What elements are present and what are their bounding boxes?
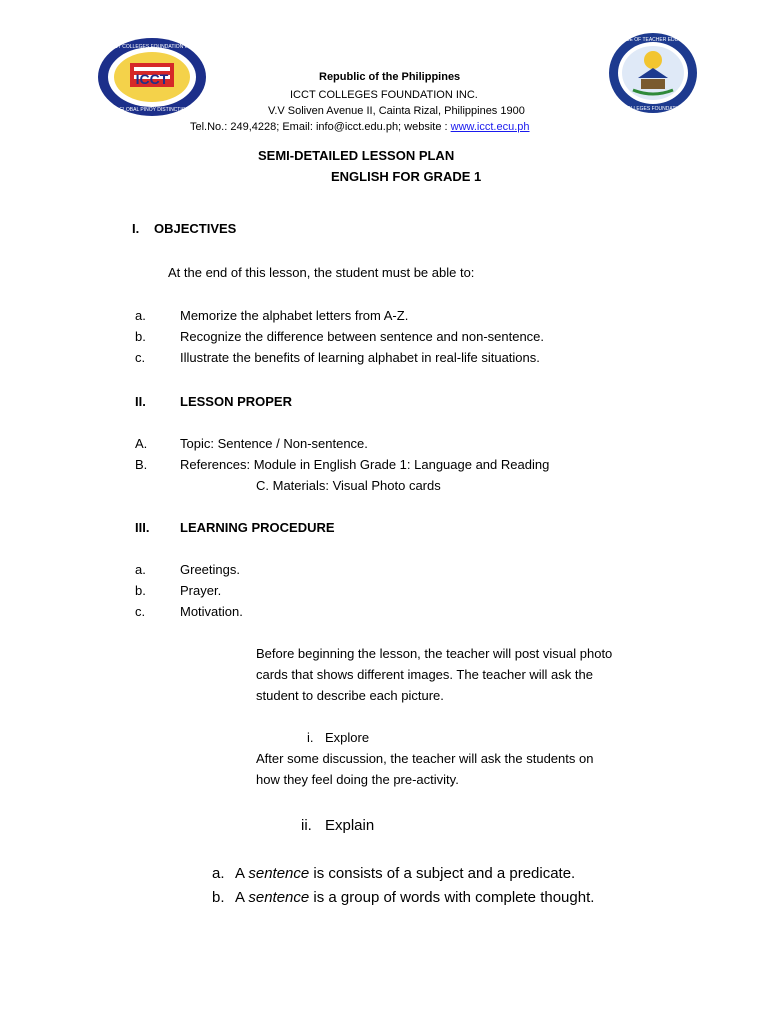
list-item: Recognize the difference between sentence and non-sentence.: [180, 329, 545, 344]
header-institution: ICCT COLLEGES FOUNDATION INC.: [290, 89, 478, 101]
doc-title: SEMI-DETAILED LESSON PLAN: [258, 148, 455, 163]
svg-text:A GLOBAL PINOY DISTINCTION: A GLOBAL PINOY DISTINCTION: [114, 107, 190, 113]
explain-item-post: is consists of a subject and a predicate.: [309, 865, 576, 882]
explain-item: [235, 865, 575, 882]
explore-num: i.: [307, 730, 314, 745]
materials-item: C. Materials: Visual Photo cards: [256, 478, 441, 493]
explain-heading: Explain: [325, 817, 375, 834]
svg-text:ICCT COLLEGES FOUNDATION INC.: ICCT COLLEGES FOUNDATION INC.: [610, 106, 696, 112]
list-label: A.: [135, 436, 148, 451]
header-contact: [190, 121, 530, 133]
list-item: Memorize the alphabet letters from A-Z.: [180, 308, 409, 323]
explain-item-emphasis: sentence: [248, 889, 310, 906]
list-label: B.: [135, 457, 148, 472]
objectives-num: I.: [132, 221, 140, 236]
list-item: Prayer.: [180, 583, 222, 598]
lesson-proper-num: II.: [135, 394, 146, 409]
procedure-num: III.: [135, 520, 150, 535]
motivation-paragraph-line: Before beginning the lesson, the teacher will post visual photo: [256, 646, 613, 661]
header-republic: Republic of the Philippines: [319, 71, 461, 83]
lesson-proper-heading: LESSON PROPER: [180, 394, 292, 409]
objectives-intro: At the end of this lesson, the student must be able to:: [168, 265, 475, 280]
explore-paragraph-line: how they feel doing the pre-activity.: [256, 772, 459, 787]
list-item: Motivation.: [180, 604, 243, 619]
icct-logo: [97, 37, 207, 117]
list-item: Greetings.: [180, 562, 240, 577]
svg-text:COLLEGE OF TEACHER EDUCATION: COLLEGE OF TEACHER EDUCATION: [609, 37, 697, 43]
list-item: Illustrate the benefits of learning alphabet in real-life situations.: [180, 350, 540, 365]
explain-item-post: is a group of words with complete thought.: [309, 889, 595, 906]
explain-item-emphasis: sentence: [248, 865, 310, 882]
list-label: c.: [135, 350, 146, 365]
explore-paragraph-line: After some discussion, the teacher will ask the students on: [256, 751, 594, 766]
contact-text: Tel.No.: 249,4228; Email: info@icct.edu.ph; website :: [190, 121, 451, 133]
svg-text:ICCT COLLEGES FOUNDATION INC.: ICCT COLLEGES FOUNDATION INC.: [109, 44, 195, 50]
list-item: Topic: Sentence / Non-sentence.: [180, 436, 368, 451]
website-link[interactable]: www.icct.ecu.ph: [450, 121, 530, 133]
objectives-heading: OBJECTIVES: [154, 221, 237, 236]
teacher-education-logo: [608, 32, 698, 114]
explain-label: a.: [212, 865, 225, 882]
motivation-paragraph-line: student to describe each picture.: [256, 688, 444, 703]
list-label: a.: [135, 562, 146, 577]
list-label: b.: [135, 329, 146, 344]
header-address: V.V Soliven Avenue II, Cainta Rizal, Philippines 1900: [268, 105, 525, 117]
list-label: a.: [135, 308, 146, 323]
procedure-heading: LEARNING PROCEDURE: [180, 520, 335, 535]
explain-label: b.: [212, 889, 225, 906]
list-label: c.: [135, 604, 146, 619]
explain-item: [235, 889, 594, 906]
list-item: References: Module in English Grade 1: Language and Reading: [180, 457, 550, 472]
explain-item-pre: A: [235, 865, 249, 882]
list-label: b.: [135, 583, 146, 598]
icct-logo-text: ICCT: [135, 71, 169, 87]
doc-subtitle: ENGLISH FOR GRADE 1: [331, 169, 482, 184]
explain-num: ii.: [301, 817, 312, 834]
explore-heading: Explore: [325, 730, 370, 745]
explain-item-pre: A: [235, 889, 249, 906]
motivation-paragraph-line: cards that shows different images. The teacher will ask the: [256, 667, 593, 682]
